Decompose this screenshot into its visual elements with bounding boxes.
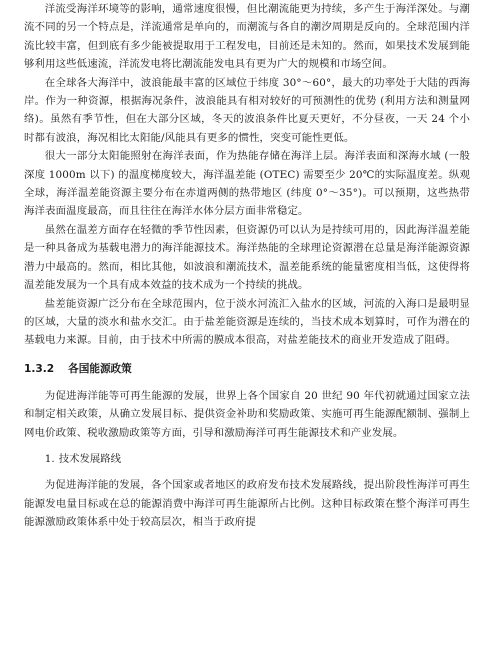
paragraph-roadmap: 为促进海洋能的发展，各个国家或者地区的政府发布技术发展路线，提出阶段性海洋可再生能源发电量目标或在总的能源消费中海洋可再生能源所占比例。这种目标政策在整个海洋可再生能源激励政策体系中处于较高层次，相当于政府提	[24, 479, 470, 529]
paragraph-thermal-challenge: 虽然在温差方面存在轻微的季节性因素，但资源仍可以认为是持续可用的，因此海洋温差能是一种具备成为基载电潜力的海洋能源技术。海洋热能的全球理论资源潜在总量是海洋能源资源潜力中最高的。然而，相比其他，如波浪和潮流技术，温差能系统的能量密度相当低，这使得将温差能发展为一个具有成本效益的技术成为一个持续的挑战。	[24, 223, 470, 292]
paragraph-ocean-current: 洋流受海洋环境等的影响，通常速度很慢，但比潮流能更为持续，多产生于海洋深处。与潮流不同的另一个特点是，洋流通常是单向的，而潮流与各自的潮汐周期是反向的。全球范围内洋流比较丰富，但到底有多少能被提取用于工程发电，目前还是未知的。然而，如果技术发展到能够利用这些低速流，洋流发电将比潮流能发电具有更为广大的规模和市场空间。	[24, 3, 470, 71]
paragraph-policy-intro: 为促进海洋能等可再生能源的发展，世界上各个国家自 20 世纪 90 年代初就通过国家立法和制定相关政策，从确立发展目标、提供资金补助和奖励政策、实施可再生能源配额制、强制上网电价政策、税收激励政策等方面，引导和激励海洋可再生能源技术和产业发展。	[24, 389, 470, 439]
subsection-heading	[24, 450, 470, 468]
section-heading	[24, 360, 470, 378]
section-title: 各国能源政策	[68, 362, 132, 375]
subsection-title: 技术发展路线	[58, 452, 122, 465]
paragraph-wave-energy: 在全球各大海洋中，波浪能最丰富的区域位于纬度 30°～60°，最大的功率处于大陆的西海岸。作为一种资源，根据海况条件，波浪能具有相对较好的可预测性的优势 (利用方法和测量网络)。虽然有季节性，但在大部分区域，冬天的波浪条件比夏天更好，不分昼夜，一天 24 个小时都有波浪，海况相比太阳能/风能具有更多的惯性，突变可能性更低。	[24, 76, 470, 144]
subsection-number: 1.	[44, 452, 55, 465]
document-page	[24, 0, 470, 532]
paragraph-salinity-energy: 盐差能资源广泛分布在全球范围内，位于淡水河流汇入盐水的区域，河流的入海口是最明显的区域，大量的淡水和盐水交汇。由于盐差能资源是连续的，当技术成本划算时，可作为潜在的基载电力来源。目前，由于技术中所需的膜成本很高，对盐差能技术的商业开发造成了阻碍。	[24, 297, 470, 347]
paragraph-thermal-energy: 很大一部分太阳能照射在海洋表面，作为热能存储在海洋上层。海洋表面和深海水域 (一般深度 1000m 以下) 的温度梯度较大，海洋温差能 (OTEC) 需要至少 20℃的实际温度差。纵观全球，海洋温差能资源主要分布在赤道两侧的热带地区 (纬度 0°～35°)。可以预期，这些热带海洋表面温度最高，而且往往在海洋水体分层方面非常稳定。	[24, 150, 470, 218]
section-number: 1.3.2	[24, 362, 55, 375]
